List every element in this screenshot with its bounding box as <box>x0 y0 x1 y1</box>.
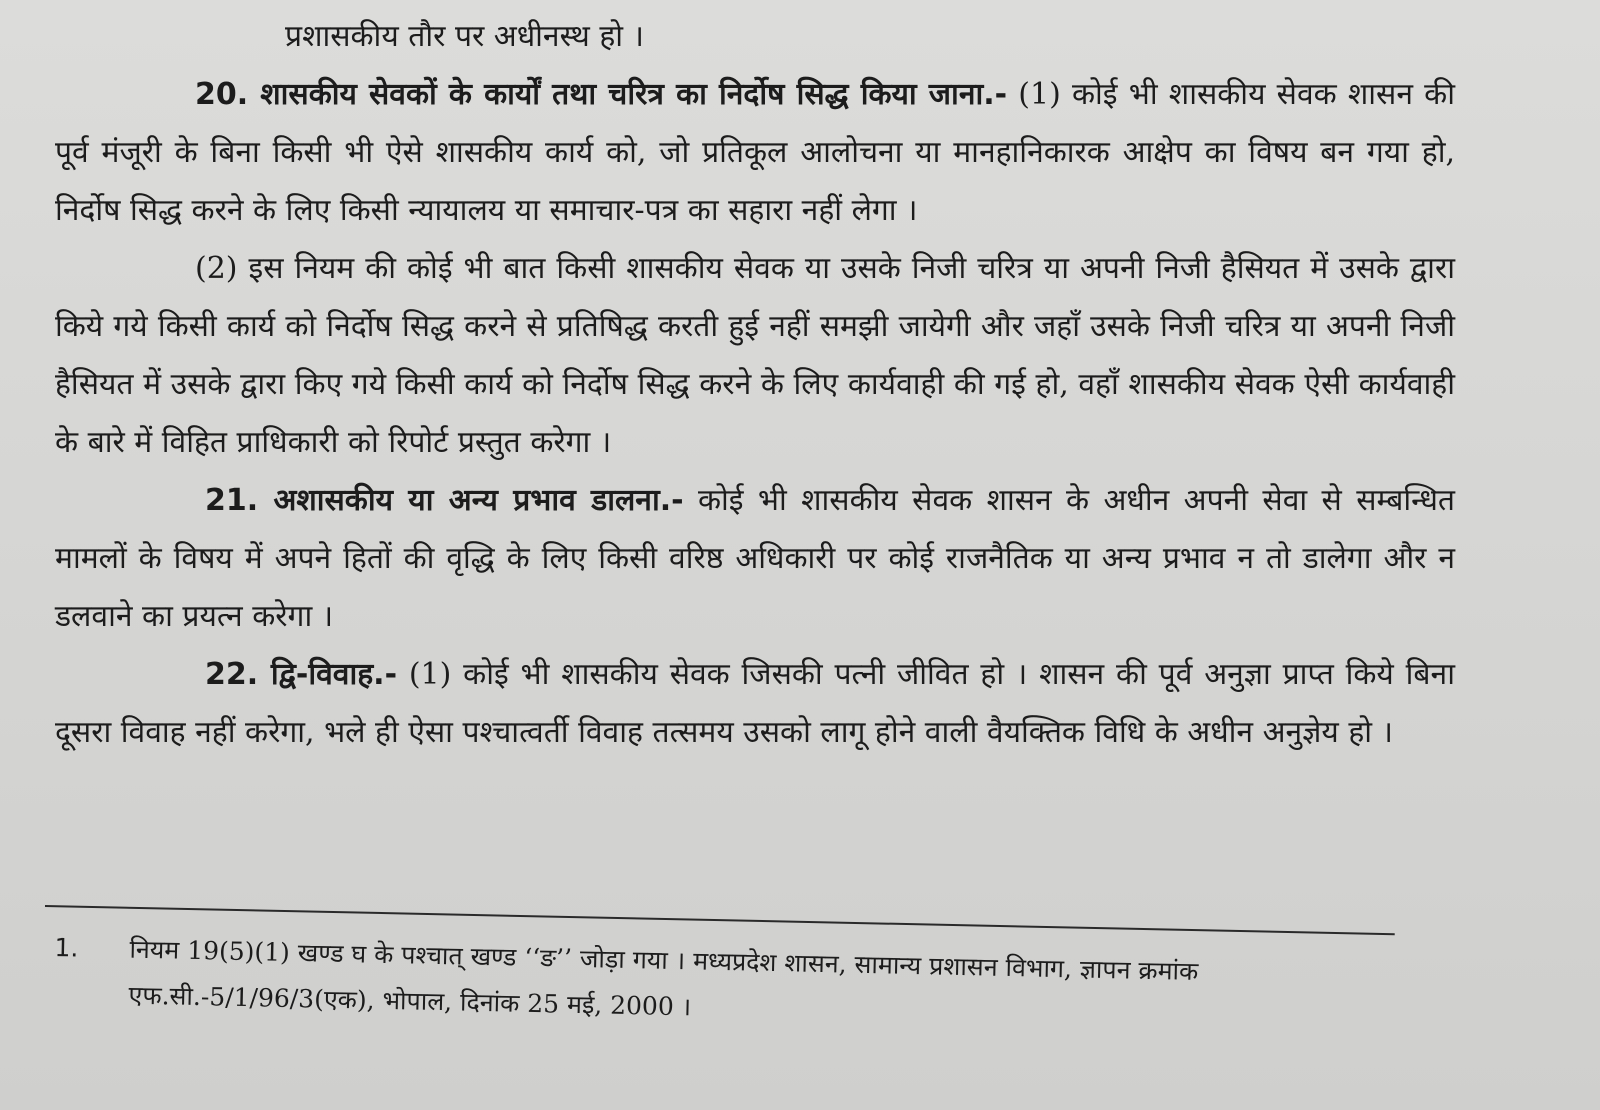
rule-22-heading: 22. द्वि-विवाह.- <box>205 657 398 692</box>
rule-21-text: कोई भी शासकीय सेवक शासन के अधीन अपनी सेवा से सम्बन्धित मामलों के विषय में अपने हितों की वृद्धि के लिए किसी वरिष्ठ अधिकारी पर कोई राजनैतिक या अन्य प्रभाव न तो डालेगा और न डलवाने का प्रयत्न करेगा । <box>55 483 1455 634</box>
footnote-line-2: एफ.सी.-5/1/96/3(एक), भोपाल, दिनांक 25 मई, 2000 । <box>128 980 692 1022</box>
continuation-line: प्रशासकीय तौर पर अधीनस्थ हो । <box>285 19 644 54</box>
rule-20-paragraph-2: (2) इस नियम की कोई भी बात किसी शासकीय सेवक या उसके निजी चरित्र या अपनी निजी हैसियत में उसके द्वारा किये गये किसी कार्य को निर्दोष सिद्ध करने से प्रतिषिद्ध करती हुई नहीं समझी जायेगी और जहाँ उसके निजी चरित्र या अपनी निजी हैसियत में उसके द्वारा किए गये किसी कार्य को निर्दोष सिद्ध करने के लिए कार्यवाही की गई हो, वहाँ शासकीय सेवक ऐसी कार्यवाही के बारे में विहित प्राधिकारी को रिपोर्ट प्रस्तुत करेगा । <box>55 251 1455 460</box>
rule-22-text: (1) कोई भी शासकीय सेवक जिसकी पत्नी जीवित हो । शासन की पूर्व अनुज्ञा प्राप्त किये बिना दूसरा विवाह नहीं करेगा, भले ही ऐसा पश्चात्वर्ती विवाह तत्समय उसको लागू होने वाली वैयक्तिक विधि के अधीन अनुज्ञेय हो । <box>55 657 1455 750</box>
rule-21-heading: 21. अशासकीय या अन्य प्रभाव डालना.- <box>205 483 684 518</box>
rule-20-text-1: (1) कोई भी शासकीय सेवक शासन की पूर्व मंजूरी के बिना किसी भी ऐसे शासकीय कार्य को, जो प्रतिकूल आलोचना या मानहानिकारक आक्षेप का विषय बन गया हो, निर्दोष सिद्ध करने के लिए किसी न्यायालय या समाचार-पत्र का सहारा नहीं लेगा । <box>55 77 1455 228</box>
rule-20-paragraph-1 <box>55 66 1455 240</box>
rule-22-paragraph <box>55 646 1455 762</box>
footnote-marker: 1. <box>54 932 79 963</box>
rule-21-paragraph <box>55 472 1455 646</box>
footnote-text-1: नियम 19(5)(1) खण्ड घ के पश्चात् खण्ड ‘‘ङ’’ जोड़ा गया । मध्यप्रदेश शासन, सामान्य प्रशासन विभाग, ज्ञापन क्रमांक <box>129 934 1199 986</box>
rule-20-heading: 20. शासकीय सेवकों के कार्यों तथा चरित्र का निर्दोष सिद्ध किया जाना.- <box>195 77 1008 112</box>
